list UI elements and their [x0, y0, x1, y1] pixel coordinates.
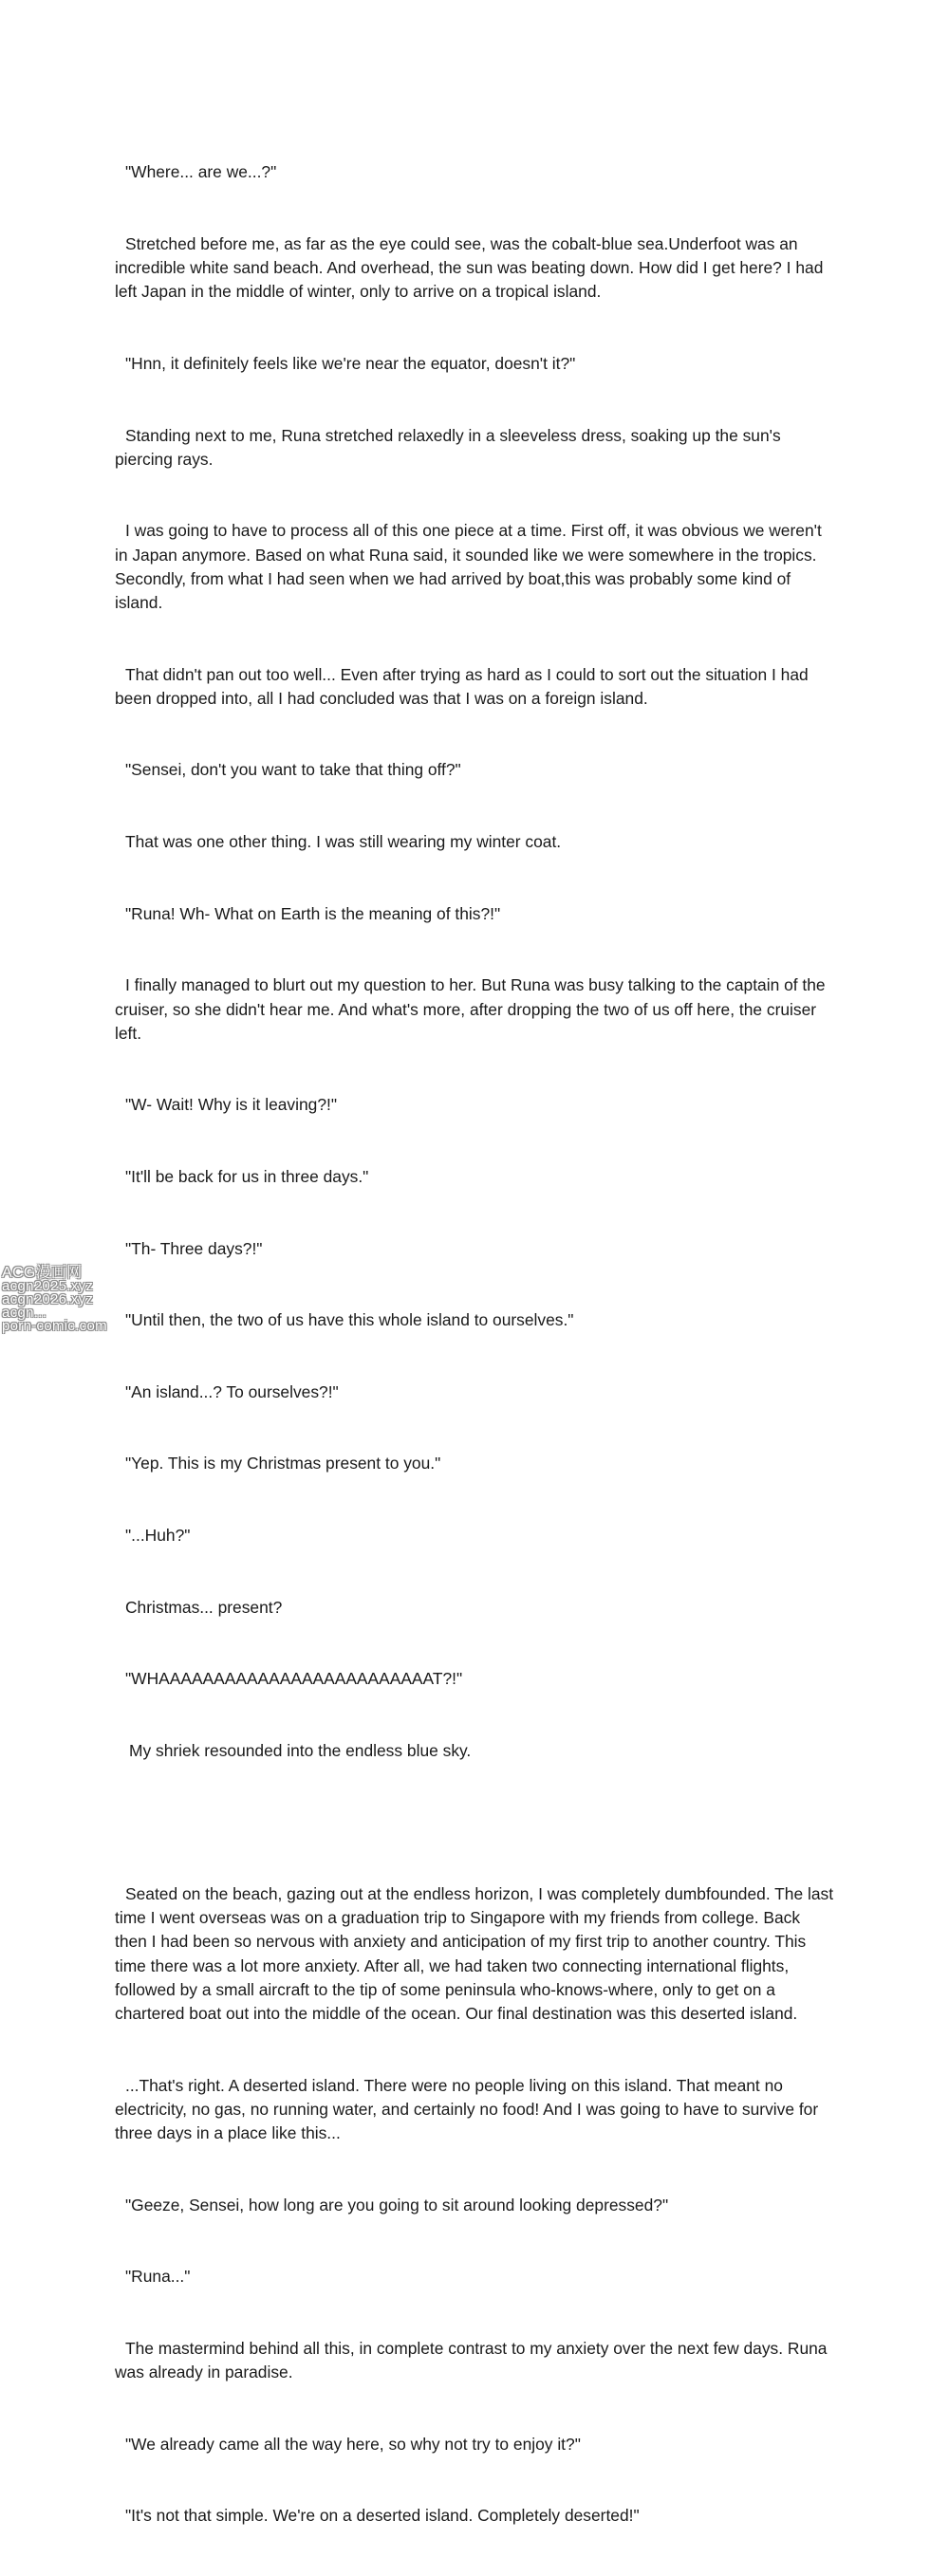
paragraph: "Yep. This is my Christmas present to you."	[125, 1454, 441, 1473]
watermark-line: acgn2025.xyz	[2, 1278, 94, 1294]
paragraph: "We already came all the way here, so why not try to enjoy it?"	[125, 2434, 581, 2454]
paragraph: Standing next to me, Runa stretched relaxedly in a sleeveless dress, soaking up the sun's piercing rays.	[115, 425, 786, 469]
paragraph: "It's not that simple. We're on a deserted island. Completely deserted!"	[125, 2506, 640, 2526]
paragraph: That didn't pan out too well... Even after trying as hard as I could to sort out the situation I had been dropped into, all I had concluded was that I was on a foreign island.	[115, 664, 813, 708]
paragraph: Seated on the beach, gazing out at the endless horizon, I was completely dumbfounded. The last time I went overseas was on a graduation trip to Singapore with my friends from college. Back then I had been so nervous with anxiety and anticipation of my first trip to another country. This time there was a lot more anxiety. After all, we had taken two connecting international flights, followed by a small aircraft to the tip of some peninsula who-knows-where, only to get on a chartered boat out into the middle of the ocean. Our final destination was this deserted island.	[115, 1884, 838, 2024]
watermark	[2, 1267, 125, 1333]
watermark-line: acgn...	[2, 1305, 47, 1321]
paragraph: Stretched before me, as far as the eye could see, was the cobalt-blue sea.Underfoot was an incredible white sand beach. And overhead, the sun was beating down. How did I get here? I had left Japan in the middle of winter, only to arrive on a tropical island.	[115, 234, 828, 302]
section-break	[115, 1810, 836, 1834]
paragraph: I finally managed to blurt out my question to her. But Runa was busy talking to the captain of the cruiser, so she didn't hear me. And what's more, after dropping the two of us off here, the cruiser left.	[115, 975, 830, 1043]
story-text	[115, 113, 836, 2576]
paragraph: The mastermind behind all this, in complete contrast to my anxiety over the next few days. Runa was already in paradise.	[115, 2338, 832, 2382]
paragraph: "An island...? To ourselves?!"	[125, 1381, 339, 1401]
watermark-line: acgn2026.xyz	[2, 1291, 94, 1307]
paragraph: Christmas... present?	[125, 1597, 283, 1617]
watermark-line: ACG漫画网	[2, 1265, 83, 1281]
paragraph: "Runa..."	[125, 2267, 191, 2287]
paragraph: My shriek resounded into the endless blue sky.	[129, 1740, 472, 1760]
paragraph: "W- Wait! Why is it leaving?!"	[125, 1095, 338, 1115]
paragraph: "Runa! Wh- What on Earth is the meaning of this?!"	[125, 903, 501, 923]
paragraph: I was going to have to process all of this one piece at a time. First off, it was obvious we weren't in Japan anymore. Based on what Runa said, it sounded like we were somewhere in the tropics. Secondly, from what I had seen when we had arrived by boat,this was probably some kind of island.	[115, 521, 827, 613]
paragraph: "Sensei, don't you want to take that thing off?"	[125, 760, 461, 780]
paragraph: "Where... are we...?"	[125, 162, 277, 182]
paragraph: That was one other thing. I was still wearing my winter coat.	[125, 832, 562, 852]
paragraph: "Th- Three days?!"	[125, 1238, 263, 1258]
paragraph: "Hnn, it definitely feels like we're near the equator, doesn't it?"	[125, 354, 576, 374]
paragraph: "Geeze, Sensei, how long are you going to sit around looking depressed?"	[125, 2195, 669, 2215]
paragraph: "...Huh?"	[125, 1525, 191, 1545]
paragraph: "Until then, the two of us have this whole island to ourselves."	[125, 1310, 574, 1330]
watermark-line: porn-comic.com	[2, 1318, 107, 1334]
paragraph: "WHAAAAAAAAAAAAAAAAAAAAAAAAAT?!"	[125, 1669, 463, 1689]
paragraph: ...That's right. A deserted island. There were no people living on this island. That meant no electricity, no gas, no running water, and certainly no food! And I was going to have to survive for three days in a place like this...	[115, 2075, 823, 2143]
paragraph: "It'll be back for us in three days."	[125, 1166, 369, 1186]
